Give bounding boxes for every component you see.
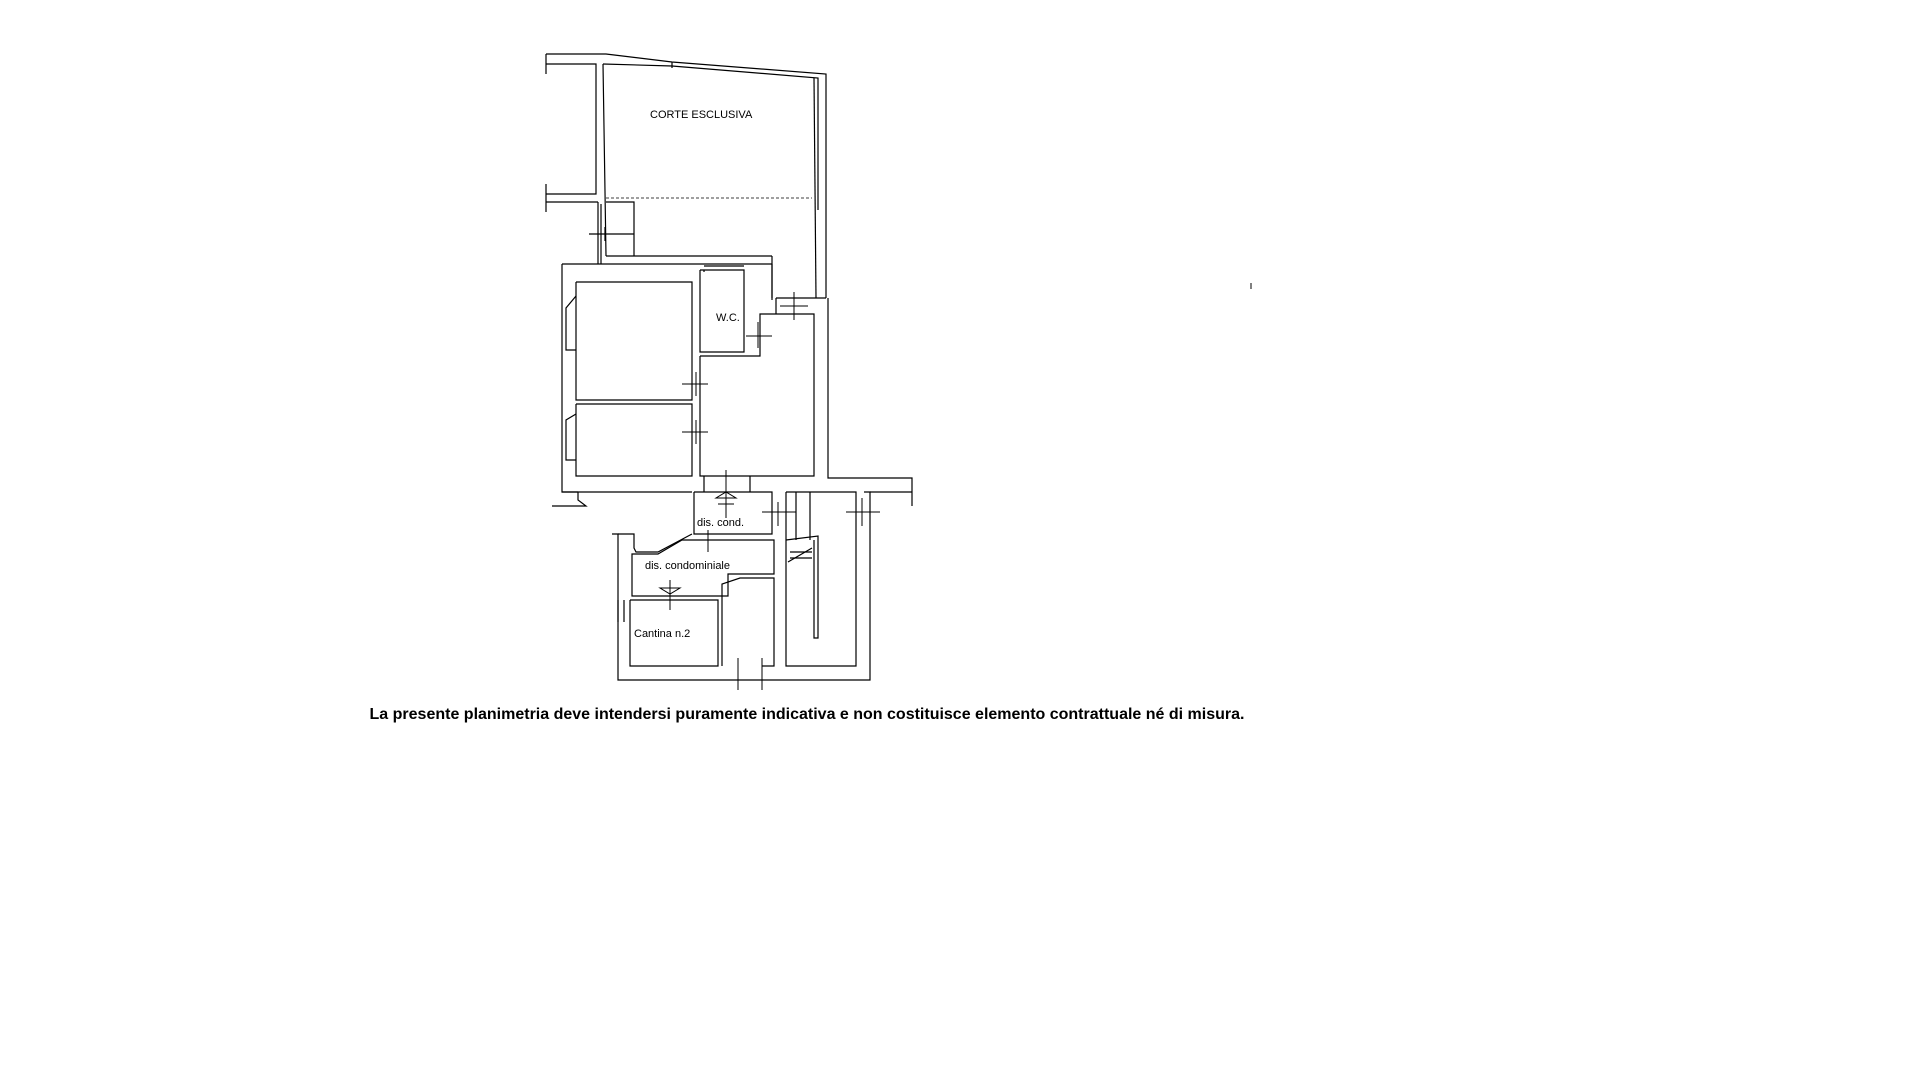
hall-label: dis. condominiale [645,560,730,572]
apartment-walls [552,264,912,506]
courtyard-label: CORTE ESCLUSIVA [650,109,753,121]
door-marks [660,292,880,690]
disclaimer-text: La presente planimetria deve intendersi puramente indicativa e non costituisce elemento contrattuale né di misura. [369,706,1245,723]
wc-label: W.C. [716,312,740,324]
hall-small-label: dis. cond. [697,517,745,529]
courtyard-walls [546,54,826,300]
cellar-label: Cantina n.2 [634,628,691,640]
